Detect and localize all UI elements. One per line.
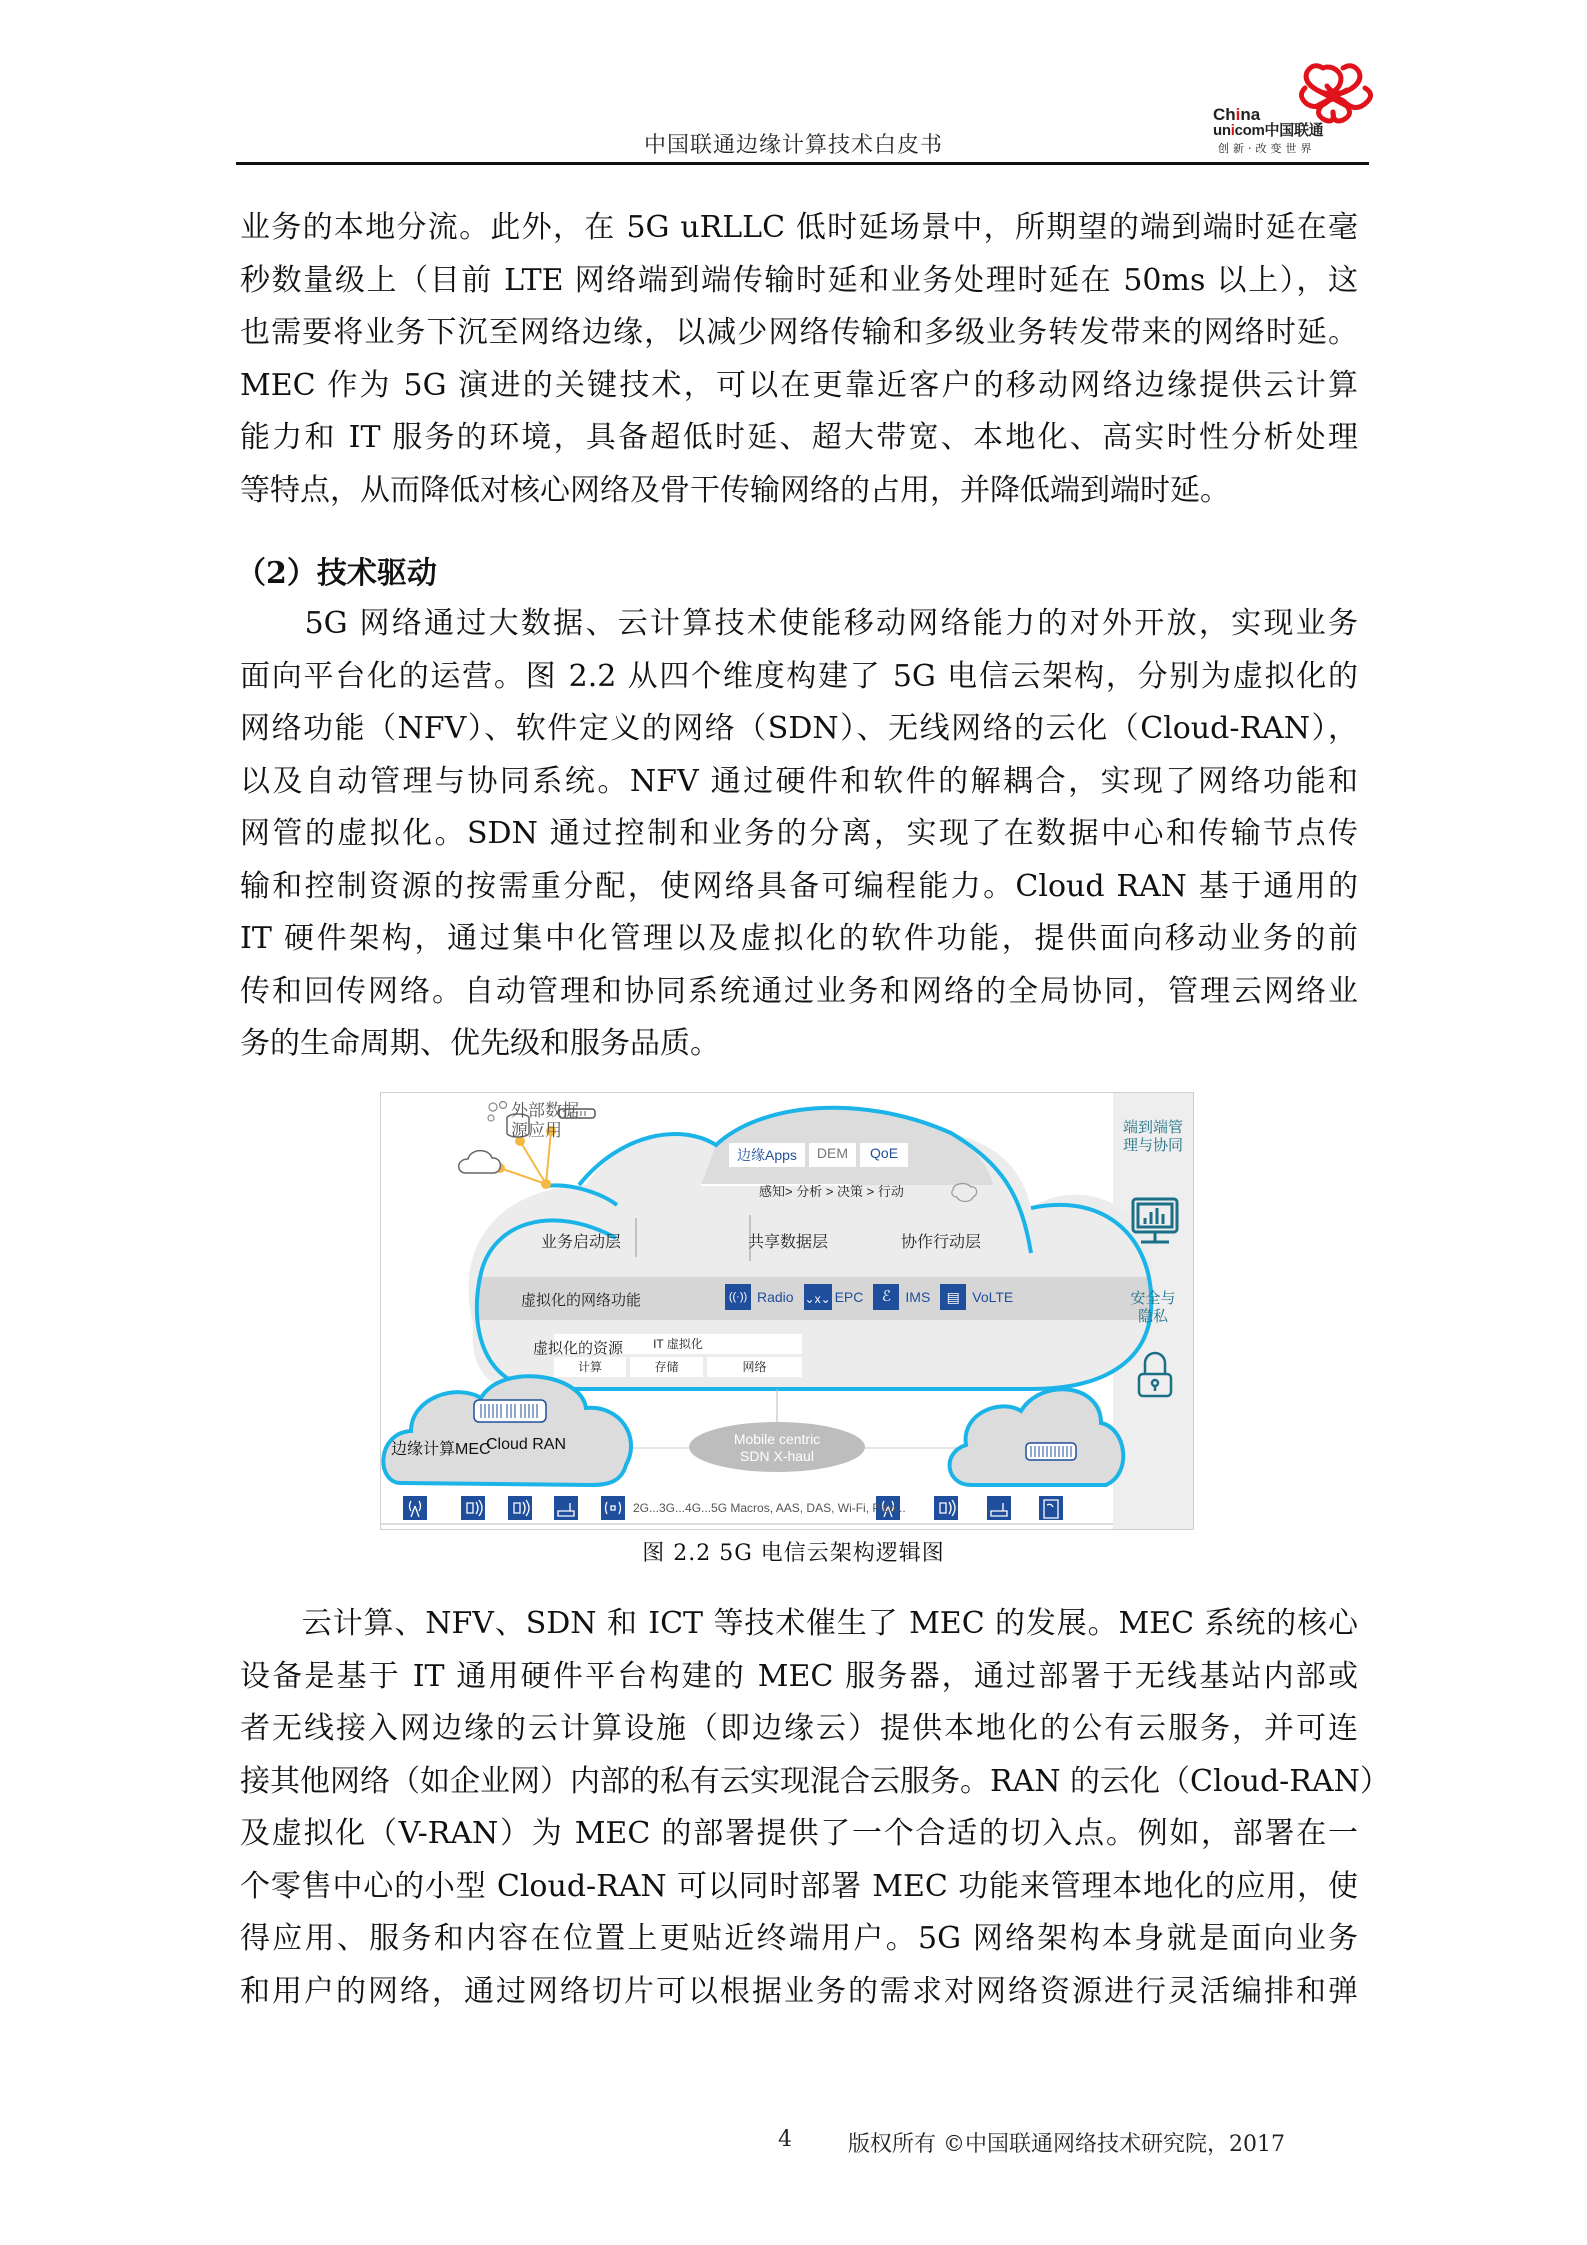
gear-icon bbox=[488, 1102, 507, 1122]
text-line: MEC 作为 5G 演进的关键技术，可以在更靠近客户的移动网络边缘提供云计算 bbox=[240, 367, 1358, 403]
text-line: 能力和 IT 服务的环境，具备超低时延、超大带宽、本地化、高实时性分析处理 bbox=[240, 420, 1358, 455]
radio-tower-icon: ((·)) bbox=[725, 1284, 751, 1310]
mec-label: 边缘计算MEC bbox=[391, 1441, 491, 1458]
text-line: 等特点，从而降低对核心网络及骨干传输网络的占用，并降低端到端时延。 bbox=[240, 472, 1230, 508]
text-line: IT 硬件架构，通过集中化管理以及虚拟化的软件功能，提供面向移动业务的前 bbox=[240, 921, 1358, 956]
layer-service-start: 业务启动层 bbox=[541, 1234, 622, 1251]
page-number: 4 bbox=[778, 2127, 792, 2152]
text-line: 业务的本地分流。此外，在 5G uRLLC 低时延场景中，所期望的端到端时延在毫 bbox=[240, 210, 1358, 245]
text-line: 设备是基于 IT 通用硬件平台构建的 MEC 服务器，通过部署于无线基站内部或 bbox=[240, 1658, 1358, 1694]
nfv-volte: ▤ VoLTE bbox=[940, 1284, 1013, 1310]
section-heading: （2）技术驱动 bbox=[236, 556, 437, 591]
xhaul-label: Mobile centric SDN X-haul bbox=[733, 1431, 821, 1464]
header-divider bbox=[236, 162, 1369, 165]
external-data-label: 外部数据 源应用 bbox=[511, 1101, 579, 1140]
lock-icon bbox=[1139, 1353, 1171, 1396]
nfv-radio: ((·)) Radio bbox=[725, 1284, 794, 1310]
nfv-epc: ⌄x⌄ EPC bbox=[804, 1284, 864, 1310]
epc-icon: ⌄x⌄ bbox=[804, 1284, 832, 1310]
paragraph-3 bbox=[240, 1598, 1390, 2018]
figure-caption: 图 2.2 5G 电信云架构逻辑图 bbox=[642, 1541, 945, 1566]
text-line: 者无线接入网边缘的云计算设施（即边缘云）提供本地化的公有云服务，并可连 bbox=[240, 1711, 1358, 1746]
edge-apps-boxes bbox=[729, 1143, 908, 1167]
network-box: 网络 bbox=[742, 1360, 767, 1374]
access-technologies-label: 2G...3G...4G...5G Macros, AAS, DAS, Wi-Fi, Pico... bbox=[633, 1501, 906, 1515]
text-line: 网络功能（NFV）、软件定义的网络（SDN）、无线网络的云化（Cloud-RAN）， bbox=[240, 711, 1358, 746]
text-line: 及虚拟化（V-RAN）为 MEC 的部署提供了一个合适的切入点。例如，部署在一 bbox=[240, 1816, 1358, 1851]
text-line: 和用户的网络，通过网络切片可以根据业务的需求对网络资源进行灵活编排和弹 bbox=[240, 1973, 1358, 2009]
qoe-box: QoE bbox=[860, 1143, 908, 1167]
logo-unicom-text: unicom中国联通 bbox=[1213, 122, 1324, 139]
layer-shared-data: 共享数据层 bbox=[748, 1234, 829, 1251]
storage-box: 存储 bbox=[654, 1360, 679, 1374]
cloud-ran-label: Cloud RAN bbox=[486, 1436, 567, 1453]
nfv-ims: ℰ IMS bbox=[873, 1284, 930, 1310]
paragraph-1 bbox=[240, 202, 1358, 517]
text-line: 个零售中心的小型 Cloud-RAN 可以同时部署 MEC 功能来管理本地化的应用，使 bbox=[240, 1868, 1358, 1904]
external-cloud-icon bbox=[459, 1151, 501, 1173]
text-line: 云计算、NFV、SDN 和 ICT 等技术催生了 MEC 的发展。MEC 系统的核心 bbox=[240, 1606, 1358, 1641]
text-line: 得应用、服务和内容在位置上更贴近终端用户。5G 网络架构本身就是面向业务 bbox=[240, 1921, 1358, 1956]
document-title: 中国联通边缘计算技术白皮书 bbox=[643, 133, 943, 158]
text-line: 传和回传网络。自动管理和协同系统通过业务和网络的全局协同，管理云网络业 bbox=[240, 973, 1358, 1009]
figure-5g-telecom-cloud-architecture bbox=[380, 1092, 1194, 1530]
mec-server-icon bbox=[474, 1400, 546, 1422]
ims-icon: ℰ bbox=[873, 1284, 899, 1310]
volte-icon: ▤ bbox=[940, 1284, 966, 1310]
pipeline-label: 感知> 分析 > 决策 > 行动 bbox=[759, 1184, 904, 1199]
small-cell-icon bbox=[601, 1496, 625, 1520]
edge-apps-box: 边缘Apps bbox=[729, 1143, 805, 1167]
paragraph-2 bbox=[240, 598, 1358, 1071]
logo-china-text: China bbox=[1213, 105, 1261, 124]
text-line: 接其他网络（如企业网）内部的私有云实现混合云服务。RAN 的云化（Cloud-RAN） bbox=[240, 1763, 1390, 1799]
text-line: 面向平台化的运营。图 2.2 从四个维度构建了 5G 电信云架构，分别为虚拟化的 bbox=[240, 658, 1358, 694]
compute-box: 计算 bbox=[577, 1360, 602, 1374]
virtual-resources-label: 虚拟化的资源 bbox=[533, 1340, 624, 1357]
layer-collab-action: 协作行动层 bbox=[901, 1234, 982, 1251]
radio-tower-icon bbox=[403, 1496, 427, 1520]
text-line: 以及自动管理与协同系统。NFV 通过硬件和软件的解耦合，实现了网络功能和 bbox=[240, 763, 1358, 799]
e2e-management-label: 端到端管 理与协同 bbox=[1122, 1119, 1183, 1154]
edge-server-icon bbox=[1026, 1443, 1076, 1460]
copyright-notice: 版权所有 ©中国联通网络技术研究院，2017 bbox=[848, 2132, 1285, 2157]
text-line: 也需要将业务下沉至网络边缘，以减少网络传输和多级业务转发带来的网络时延。 bbox=[240, 315, 1358, 350]
nfv-label: 虚拟化的网络功能 bbox=[521, 1292, 642, 1309]
text-line: 输和控制资源的按需重分配，使网络具备可编程能力。Cloud RAN 基于通用的 bbox=[240, 868, 1358, 904]
text-line: 5G 网络通过大数据、云计算技术使能移动网络能力的对外开放，实现业务 bbox=[240, 606, 1358, 641]
logo-slogan: 创新·改变世界 bbox=[1218, 142, 1316, 155]
text-line: 秒数量级上（目前 LTE 网络端到端传输时延和业务处理时延在 50ms 以上），这 bbox=[240, 262, 1358, 298]
dem-box: DEM bbox=[809, 1143, 856, 1167]
text-line: 务的生命周期、优先级和服务品质。 bbox=[240, 1026, 720, 1061]
nfv-items bbox=[725, 1284, 1013, 1310]
security-privacy-label: 安全与 隐私 bbox=[1130, 1290, 1176, 1325]
it-virtualization-box: IT 虚拟化 bbox=[653, 1337, 703, 1351]
text-line: 网管的虚拟化。SDN 通过控制和业务的分离，实现了在数据中心和传输节点传 bbox=[240, 816, 1358, 851]
